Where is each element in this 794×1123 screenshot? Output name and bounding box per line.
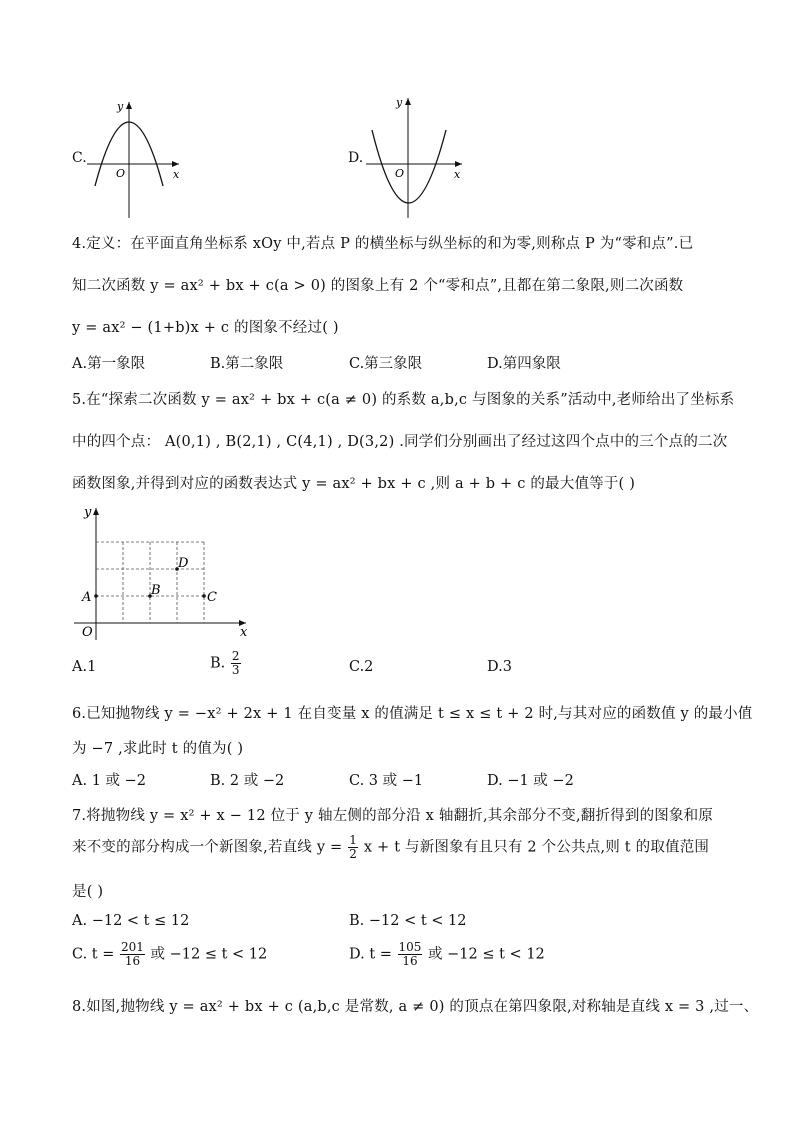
q7-line-3: 是( ) [72,884,104,900]
q5-label-o: O [82,625,93,640]
q5-line-2: 中的四个点： A(0,1) , B(2,1) , C(4,1) , D(3,2) .同学们分别画出了经过这四个点中的三个点的二次 [72,434,728,450]
q6-line-2: 为 −7 ,求此时 t 的值为( ) [72,741,244,757]
q5-label-y: y [84,505,92,520]
q7-line-2-pre: 来不变的部分构成一个新图象,若直线 y = [72,839,343,856]
q5-option-b-prefix: B. [210,655,226,672]
q4-option-d: D.第四象限 [487,356,561,372]
q5-point-a [94,594,98,598]
q3-option-c-graph [87,100,197,220]
q3-option-d [348,96,478,220]
q5-line-1: 5.在“探索二次函数 y = ax² + bx + c(a ≠ 0) 的系数 a,b,c 与图象的关系”活动中,老师给出了坐标系 [72,392,735,408]
q5-option-b-den: 3 [231,663,240,677]
q7-option-d [349,941,545,968]
q6-option-c: C. 3 或 −1 [349,773,424,789]
q7-line-2-fraction [348,834,358,861]
q7-option-c-post: 或 −12 ≤ t < 12 [150,946,268,963]
q7-option-d-fraction [398,941,423,968]
q6-option-b: B. 2 或 −2 [210,773,285,789]
q5-option-d: D.3 [487,659,512,675]
q3-c-axis-x: x [173,168,180,181]
q3-d-axis-x: x [454,168,461,181]
q6-option-d: D. −1 或 −2 [487,773,574,789]
q4-line-2: 知二次函数 y = ax² + bx + c(a > 0) 的图象上有 2 个“零和点”,且都在第二象限,则二次函数 [72,278,684,294]
q5-point-c [202,594,206,598]
q5-option-b-fraction [231,650,241,677]
q7-option-c-num: 201 [121,940,144,954]
q7-option-c-pre: C. t = [72,946,115,963]
q7-frac-num: 1 [349,833,358,847]
q7-option-a: A. −12 < t ≤ 12 [72,913,190,929]
q5-option-c: C.2 [349,659,374,675]
q3-option-c-label: C. [72,150,87,166]
q3-d-axis-y: y [396,96,403,109]
q4-option-a: A.第一象限 [72,356,146,372]
q6-line-1: 6.已知抛物线 y = −x² + 2x + 1 在自变量 x 的值满足 t ≤ x ≤ t + 2 时,与其对应的函数值 y 的最小值 [72,706,753,722]
q3-c-origin: O [116,167,126,180]
q7-option-c-den: 16 [124,954,141,968]
q7-line-2-post: x + t 与新图象有且只有 2 个公共点,则 t 的取值范围 [363,839,710,856]
q5-coordinate-graph [72,502,257,642]
q5-option-a: A.1 [72,659,97,675]
q7-option-d-den: 16 [402,954,418,968]
q4-option-b: B.第二象限 [210,356,284,372]
q7-option-c-fraction [120,941,145,968]
q3-option-d-label: D. [348,150,364,166]
q3-option-c [72,100,192,220]
q7-option-c [72,941,267,968]
q5-label-b: B [151,583,161,598]
q3-option-d-graph [366,96,481,220]
q5-line-3: 函数图象,并得到对应的函数表达式 y = ax² + bx + c ,则 a + b + c 的最大值等于( ) [72,476,636,492]
q6-option-a: A. 1 或 −2 [72,773,147,789]
q4-option-c: C.第三象限 [349,356,423,372]
q5-label-x: x [240,625,248,640]
q3-c-axis-y: y [117,100,124,113]
q7-line-2 [72,834,709,861]
q5-option-b-num: 2 [231,649,240,663]
q4-line-1: 4.定义：在平面直角坐标系 xOy 中,若点 P 的横坐标与纵坐标的和为零,则称点 P 为“零和点”.已 [72,236,694,252]
q3-d-origin: O [395,167,405,180]
q7-option-b: B. −12 < t < 12 [349,913,467,929]
q7-frac-den: 2 [349,847,358,861]
q7-option-d-num: 105 [398,940,422,954]
q7-option-d-post: 或 −12 ≤ t < 12 [428,946,545,963]
q5-label-a: A [82,590,92,605]
q5-label-d: D [178,556,189,571]
q5-option-b [210,650,242,677]
q8-line-1: 8.如图,抛物线 y = ax² + bx + c (a,b,c 是常数, a ≠ 0) 的顶点在第四象限,对称轴是直线 x = 3 ,过一、 [72,999,759,1015]
q7-line-1: 7.将抛物线 y = x² + x − 12 位于 y 轴左侧的部分沿 x 轴翻折,其余部分不变,翻折得到的图象和原 [72,808,714,824]
q7-option-d-pre: D. t = [349,946,392,963]
q5-label-c: C [207,590,217,605]
q4-line-3: y = ax² − (1+b)x + c 的图象不经过( ) [72,320,339,336]
